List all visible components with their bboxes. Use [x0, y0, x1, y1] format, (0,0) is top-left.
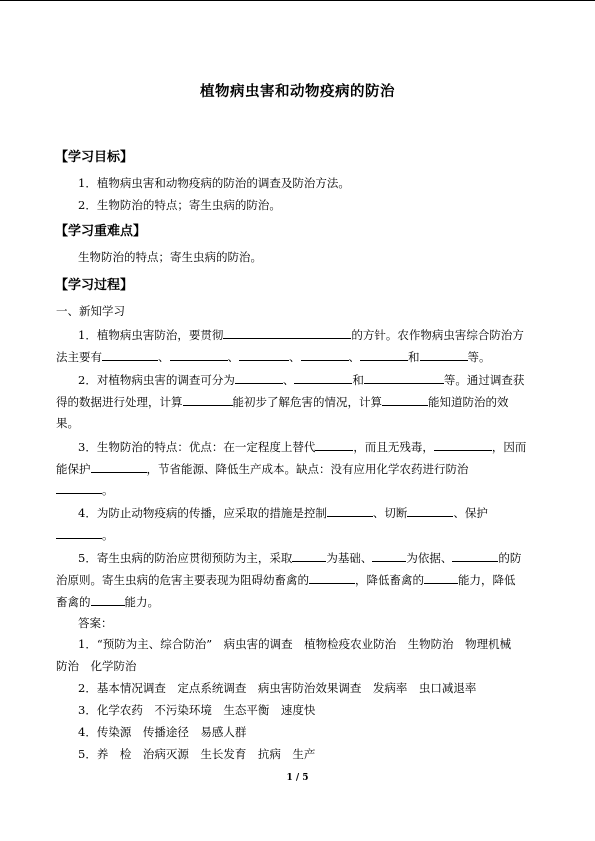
q5-text-g: 能力，降低	[458, 573, 516, 587]
q4-line-1	[78, 505, 488, 520]
q5-text-h: 畜禽的	[56, 595, 91, 609]
q4-text-b: 、切断	[372, 506, 408, 520]
keypoints-heading: 【学习重难点】	[55, 224, 147, 239]
fill-blank[interactable]	[56, 482, 102, 494]
fill-blank[interactable]	[294, 372, 352, 384]
objective-item-2: 2．生物防治的特点；寄生虫病的防治。	[78, 198, 281, 212]
q4-line-2	[56, 527, 114, 542]
q5-line-1	[78, 550, 521, 565]
q1-line-1	[78, 327, 524, 342]
fill-blank[interactable]	[360, 349, 408, 361]
fill-blank[interactable]	[382, 394, 428, 406]
answer-3: 3．化学农药 不污染环境 生态平衡 速度快	[78, 703, 316, 717]
q3-line-3	[56, 482, 114, 497]
answer-4: 4．传染源 传播途径 易感人群	[78, 725, 247, 739]
q5-text-c: 为依据、	[406, 551, 453, 565]
fill-blank[interactable]	[91, 461, 147, 473]
and-text: 和	[352, 373, 364, 387]
q2-text-e: 能知道防治的效	[428, 395, 509, 409]
q1-text-b: 的方针。农作物病虫害综合防治方	[351, 328, 524, 342]
q1-text-c: 法主要有	[56, 350, 102, 364]
answer-2: 2．基本情况调查 定点系统调查 病虫害防治效果调查 发病率 虫口减退率	[78, 681, 477, 695]
objective-item-1: 1．植物病虫害和动物疫病的防治的调查及防治方法。	[78, 176, 350, 190]
fill-blank[interactable]	[315, 439, 353, 451]
q1-line-2	[56, 349, 491, 364]
fill-blank[interactable]	[452, 550, 498, 562]
q4-text-c: 、保护	[453, 506, 488, 520]
q2-text-b: 等。通过调查获	[443, 373, 525, 387]
answers-label: 答案：	[78, 616, 113, 630]
fill-blank[interactable]	[91, 594, 125, 606]
q5-line-2	[56, 572, 516, 587]
q5-text-a: 5．寄生虫病的防治应贯彻预防为主，采取	[78, 551, 293, 565]
section-title: 一、新知学习	[56, 304, 125, 318]
objectives-heading: 【学习目标】	[55, 150, 134, 165]
and-text: 和	[408, 350, 420, 364]
separator: 、	[289, 350, 301, 364]
q5-text-i: 能力。	[124, 595, 159, 609]
keypoints-text: 生物防治的特点；寄生虫病的防治。	[78, 250, 262, 264]
q5-line-3	[56, 594, 159, 609]
fill-blank[interactable]	[170, 349, 228, 361]
q5-text-e: 治原则。寄生虫病的危害主要表现为阻碍幼畜禽的	[56, 573, 309, 587]
fill-blank[interactable]	[235, 372, 283, 384]
q2-text-c: 得的数据进行处理，计算	[56, 395, 183, 409]
fill-blank[interactable]	[301, 349, 349, 361]
q5-text-f: ，降低畜禽的	[355, 573, 424, 587]
fill-blank[interactable]	[424, 572, 458, 584]
fill-blank[interactable]	[223, 327, 351, 339]
fill-blank[interactable]	[102, 349, 158, 361]
q3-text-f: 。	[102, 483, 114, 497]
fill-blank[interactable]	[183, 394, 233, 406]
answer-5: 5．养 检 治病灭源 生长发育 抗病 生产	[78, 747, 316, 761]
fill-blank[interactable]	[56, 527, 102, 539]
q5-text-b: 为基础、	[326, 551, 373, 565]
q4-text-d: 。	[102, 528, 114, 542]
separator: 、	[158, 350, 170, 364]
q1-text-end: 等。	[467, 350, 491, 364]
q3-line-2	[56, 461, 469, 476]
q4-text-a: 4．为防止动物疫病的传播，应采取的措施是控制	[78, 506, 327, 520]
q3-text-a: 3．生物防治的特点：优点：在一定程度上替代	[78, 440, 316, 454]
q3-line-1	[78, 439, 526, 454]
separator: 、	[227, 350, 239, 364]
answer-1-line-1: 1．“预防为主、综合防治” 病虫害的调查 植物检疫农业防治 生物防治 物理机械	[78, 637, 512, 651]
answer-1-line-2: 防治 化学防治	[56, 659, 137, 673]
fill-blank[interactable]	[364, 372, 444, 384]
fill-blank[interactable]	[309, 572, 355, 584]
q3-text-c: ，因而	[491, 440, 527, 454]
q5-text-d: 的防	[498, 551, 522, 565]
fill-blank[interactable]	[407, 505, 453, 517]
separator: 、	[282, 373, 295, 387]
q3-text-d: 能保护	[56, 462, 91, 476]
process-heading: 【学习过程】	[55, 278, 134, 293]
q2-text-d: 能初步了解危害的情况，计算	[232, 395, 382, 409]
q2-text-a: 2．对植物病虫害的调查可分为	[78, 373, 235, 387]
fill-blank[interactable]	[292, 550, 326, 562]
q2-line-3: 果。	[56, 416, 79, 430]
q2-line-2	[56, 394, 509, 409]
page-title: 植物病虫害和动物疫病的防治	[200, 84, 395, 100]
separator: 、	[348, 350, 360, 364]
fill-blank[interactable]	[434, 439, 492, 451]
fill-blank[interactable]	[372, 550, 406, 562]
top-border-line	[0, 0, 595, 1]
q1-text-a: 1．植物病虫害防治，要贯彻	[78, 328, 224, 342]
fill-blank[interactable]	[327, 505, 373, 517]
page-number: 1 / 5	[286, 773, 309, 783]
fill-blank[interactable]	[420, 349, 468, 361]
q3-text-e: ，节省能源、降低生产成本。缺点：没有应用化学农药进行防治	[146, 462, 469, 476]
q2-line-1	[78, 372, 524, 387]
fill-blank[interactable]	[239, 349, 289, 361]
q3-text-b: ，而且无残毒，	[353, 440, 434, 454]
